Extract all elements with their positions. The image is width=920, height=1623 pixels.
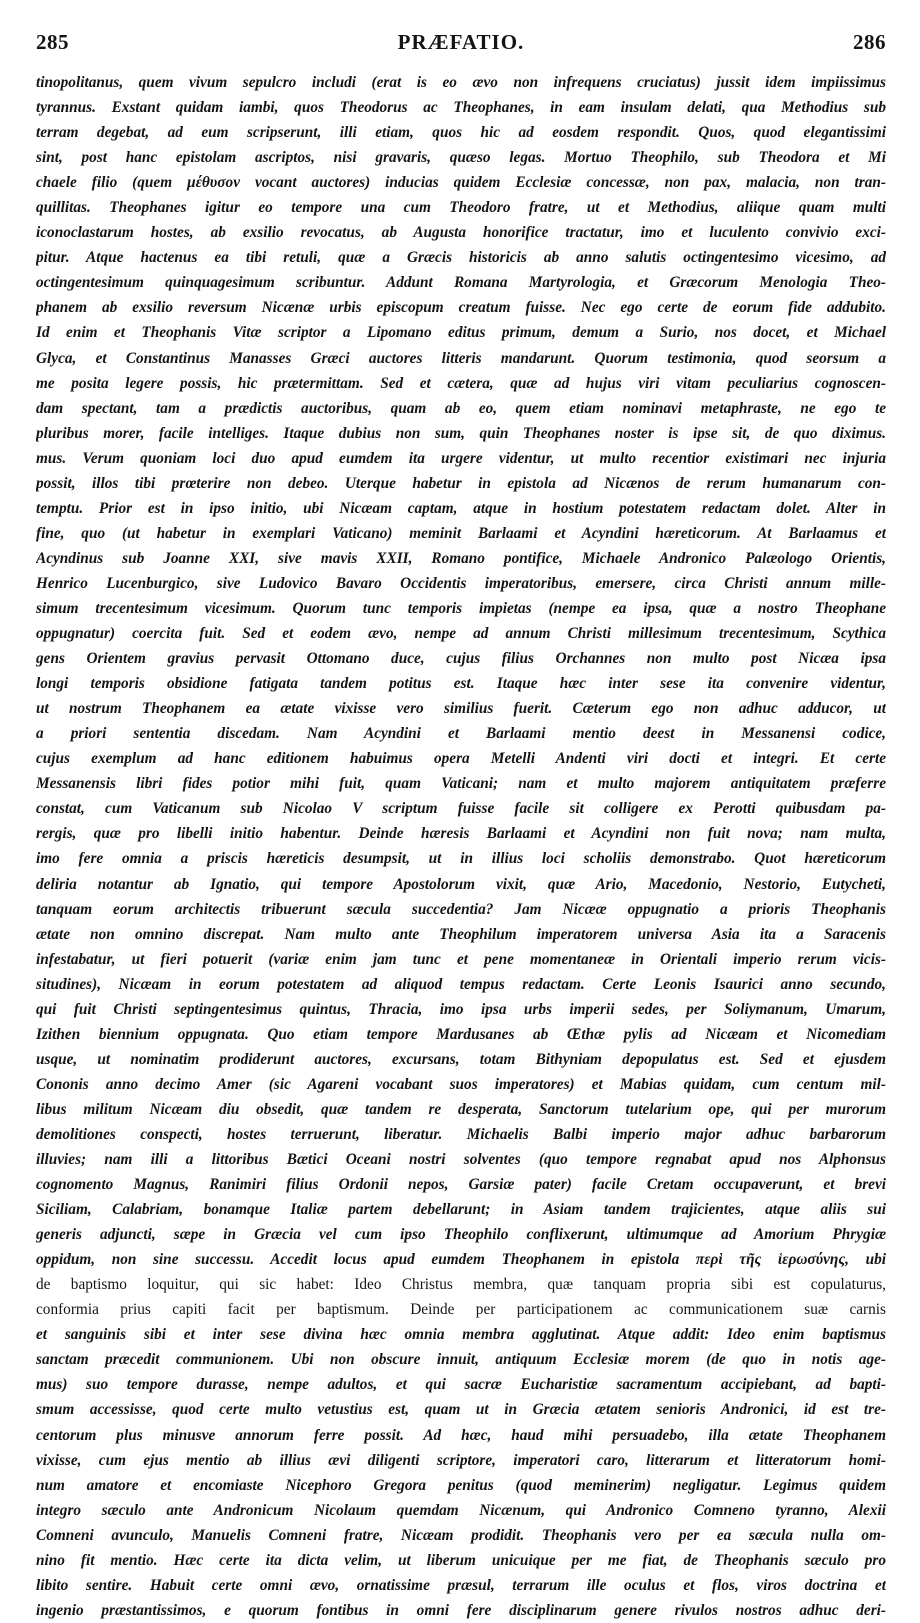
page-header — [36, 30, 886, 66]
running-title: PRÆFATIO. — [397, 30, 525, 54]
text-line: smum accessisse, quod certe multo vetustius est, quam ut in Græcia ætatem senioris Andronici, id est tre- — [36, 1401, 886, 1419]
text-line: tanquam eorum architectis tribuerunt sæcula succedentia? Jam Nicææ oppugnatio a prioris Theophanis — [36, 900, 886, 918]
text-line: nino fit mentio. Hæc certe ita dicta velim, ut liberum unicuique per me fiat, de Theophanis sæculo pro — [36, 1551, 886, 1569]
text-line: ætate non omnino discrepat. Nam multo ante Theophilum imperatorem universa Asia ita a Saracenis — [36, 925, 886, 943]
text-line: illuvies; nam illi a littoribus Bætici Oceani nostri solventes (quo tempore regnabat apud nos Alphonsus — [36, 1151, 886, 1169]
body-text — [36, 70, 886, 1623]
text-line: Henrico Lucenburgico, sive Ludovico Bavaro Occidentis imperatoribus, emersere, circa Christi annum mille- — [36, 574, 886, 592]
text-line: me posita legere possis, hic prætermittam. Sed et cætera, quæ ad hujus viri vitam peculiarius cognoscen- — [36, 374, 886, 392]
text-line: possit, illos tibi prœterire non debeo. Uterque habetur in epistola ad Nicænos de rerum humanarum con- — [36, 474, 886, 492]
text-line: centorum plus minusve annorum ferre possit. Ad hæc, haud mihi persuadebo, illa ætate Theophanem — [36, 1426, 886, 1444]
text-line: gens Orientem gravius pervasit Ottomano duce, cujus filius Orchannes non multo post Nicæa ipsa — [36, 650, 886, 668]
text-line: chaele filio (quem μέθυσον vocant auctores) inducias quidem Ecclesiæ concessæ, non pax, malacia, non tran- — [36, 174, 886, 192]
text-line: num amatore et encomiaste Nicephoro Gregora penitus (quod meminerim) negligatur. Legimus quidem — [36, 1476, 886, 1494]
text-line: et sanguinis sibi et inter sese divina hæc omnia membra agglutinat. Atque addit: Ideo enim baptismus — [36, 1326, 886, 1344]
text-line: sanctam præcedit communionem. Ubi non obscure innuit, antiquum Ecclesiæ morem (de quo in notis age- — [36, 1351, 886, 1369]
text-line: a priori sententia discedam. Nam Acyndini et Barlaami mentio deest in Messanensi codice, — [36, 725, 886, 743]
text-line: integro sæculo ante Andronicum Nicolaum quemdam Nicænum, qui Andronico Comneno tyranno, Alexii — [36, 1501, 886, 1519]
text-line: fine, quo (ut habetur in exemplari Vaticano) meminit Barlaami et Acyndini hæreticorum. At Barlaamus et — [36, 524, 886, 542]
text-line: libus militum Nicæam diu obsedit, quæ tandem re desperata, Sanctorum tutelarium ope, qui per murorum — [36, 1100, 886, 1118]
text-line: Cononis anno decimo Amer (sic Agareni vocabant suos imperatores) et Mabias quidam, cum centum mil- — [36, 1075, 886, 1093]
text-line: rergis, quæ pro libelli initio habentur. Deinde hæresis Barlaami et Acyndini non fuit nova; nam multa, — [36, 825, 886, 843]
text-line: oppugnatur) coercita fuit. Sed et eodem ævo, nempe ad annum Christi millesimum trecentesimum, Scythica — [36, 625, 886, 643]
text-line: Izithen biennium oppugnata. Quo etiam tempore Mardusanes ab Œthæ pylis ad Nicæam et Nicomediam — [36, 1025, 886, 1043]
text-line: Glyca, et Constantinus Manasses Græci auctores litteris mandarunt. Quorum testimonia, quod seorsum a — [36, 349, 886, 367]
text-line: vixisse, cum ejus mentio ab illius ævi diligenti scriptore, imperatori caro, litterarum et litteratorum homi- — [36, 1451, 886, 1469]
text-line: situdines), Nicæam in eorum potestatem ad aliquod tempus redactam. Certe Leonis Isaurici anno secundo, — [36, 975, 886, 993]
text-line: constat, cum Vaticanum sub Nicolao V scriptum fuisse facile sit colligere ex Perotti quibusdam pa- — [36, 800, 886, 818]
text-line: simum trecentesimum vicesimum. Quorum tunc temporis impietas (nempe ea ipsa, quæ a nostro Theophane — [36, 599, 886, 617]
text-line: generis adjuncti, sæpe in Græcia vel cum ipso Theophilo conflixerunt, ultimumque ad Amorium Phrygiæ — [36, 1226, 886, 1244]
text-line: ut nostrum Theophanem ea ætate vixisse vero similius fuerit. Cæterum ego non adhuc adducor, ut — [36, 700, 886, 718]
text-line: conformia prius capiti facit per baptismum. Deinde per participationem ac communicationem suæ carnis — [36, 1301, 886, 1319]
text-line: mus. Verum quoniam loci duo apud eumdem ita urgere videntur, ut multo recentior existimari nec injuria — [36, 449, 886, 467]
text-line: octingentesimum quinquagesimum scribuntur. Addunt Romana Martyrologia, et Græcorum Menologia Theo- — [36, 274, 886, 292]
text-line: Acyndinus sub Joanne XXI, sive mavis XXII, Romano pontifice, Michaele Andronico Palæologo Orientis, — [36, 549, 886, 567]
text-line: qui fuit Christi septingentesimus quintus, Thracia, imo ipsa urbs imperii sedes, per Soliymanum, Umarum, — [36, 1000, 886, 1018]
text-line: longi temporis obsidione fatigata tandem potitus est. Itaque hæc inter sese ita convenire videntur, — [36, 675, 886, 693]
text-line: phanem ab exsilio reversum Nicænæ urbis episcopum creatum fuisse. Nec ego certe de eorum fide addubito. — [36, 299, 886, 317]
page-number-left: 285 — [36, 30, 69, 54]
text-line: pitur. Atque hactenus ea tibi retuli, quæ a Græcis historicis ab anno salutis octingentesimo vicesimo, ad — [36, 249, 886, 267]
text-line: ingenio præstantissimos, e quorum fontibus in omni fere disciplinarum genere rivulos nostros adhuc deri- — [36, 1601, 886, 1619]
text-line: demolitiones conspecti, hostes terruerunt, liberatur. Michaelis Balbi imperio major adhuc barbarorum — [36, 1125, 886, 1143]
text-line: infestabatur, ut fieri potuerit (variæ enim jam tunc et pene momentaneæ in Orientali imperio rerum vicis- — [36, 950, 886, 968]
text-line: mus) suo tempore durasse, nempe adultos, et qui sacræ Eucharistiæ sacramentum accipiebant, ad bapti- — [36, 1376, 886, 1394]
text-line: iconoclastarum hostes, ab exsilio revocatus, ab Augusta honorifice tractatur, imo et luculento convivio exci- — [36, 224, 886, 242]
text-line: terram degebat, ad eum scripserunt, illi etiam, quos hic ad eosdem respondit. Quos, quod elegantissimi — [36, 124, 886, 142]
text-line: Id enim et Theophanis Vitæ scriptor a Lipomano editus primum, demum a Surio, nos docet, et Michael — [36, 324, 886, 342]
text-line: Messanensis libri fides potior mihi fuit, quam Vaticani; nam et multo majorem antiquitatem præferre — [36, 775, 886, 793]
text-line: cognomento Magnus, Ranimiri filius Ordonii nepos, Garsiæ pater) facile Cretam occupaverunt, et brevi — [36, 1176, 886, 1194]
text-line: tyrannus. Exstant quidam iambi, quos Theodorus ac Theophanes, in eam insulam delati, qua Methodius sub — [36, 99, 886, 117]
text-line: oppidum, non sine successu. Accedit locus apud eumdem Theophanem in epistola περὶ τῆς ἱερωσύνης, ubi — [36, 1251, 886, 1269]
text-line: usque, ut nominatim prodiderunt auctores, excursans, totam Bithyniam depopulatus est. Sed et ejusdem — [36, 1050, 886, 1068]
text-line: Comneni avunculo, Manuelis Comneni fratre, Nicæam prodidit. Theophanis vero per ea sæcula nulla om- — [36, 1526, 886, 1544]
text-line: deliria notantur ab Ignatio, qui tempore Apostolorum vixit, quæ Ario, Macedonio, Nestorio, Eutycheti, — [36, 875, 886, 893]
text-line: temptu. Prior est in ipso initio, ubi Nicæam captam, atque in hostium potestatem redactam dolet. Alter in — [36, 499, 886, 517]
text-line: cujus exemplum ad hanc editionem habuimus opera Metelli Andenti viri docti et integri. Et certe — [36, 750, 886, 768]
text-line: libito sentire. Habuit certe omni ævo, ornatissime præsul, terrarum ille oculus et flos, viros doctrina et — [36, 1576, 886, 1594]
text-line: quillitas. Theophanes igitur eo tempore una cum Theodoro fratre, ut et Methodius, aliique quam multi — [36, 199, 886, 217]
text-line: imo fere omnia a priscis hæreticis desumpsit, ut in illius loci scholiis demonstrabo. Quot hæreticorum — [36, 850, 886, 868]
text-line: dam spectant, tam a prædictis auctoribus, quam ab eo, quem etiam nominavi metaphraste, ne ego te — [36, 399, 886, 417]
text-line: pluribus morer, facile intelliges. Itaque dubius non sum, quin Theophanes noster is ipse sit, de quo diximus. — [36, 424, 886, 442]
text-line: Siciliam, Calabriam, bonamque Italiæ partem debellarunt; in Asiam tandem trajicientes, atque aliis sui — [36, 1201, 886, 1219]
text-line: de baptismo loquitur, qui sic habet: Ideo Christus membra, quæ tanquam propria sibi est copulaturus, — [36, 1276, 886, 1294]
text-line: sint, post hanc epistolam ascriptos, nisi gravaris, quæso legas. Mortuo Theophilo, sub Theodora et Mi — [36, 149, 886, 167]
page-number-right: 286 — [852, 30, 886, 54]
text-line: tinopolitanus, quem vivum sepulcro includi (erat is eo ævo non infrequens cruciatus) jussit idem impiissimus — [36, 74, 886, 91]
